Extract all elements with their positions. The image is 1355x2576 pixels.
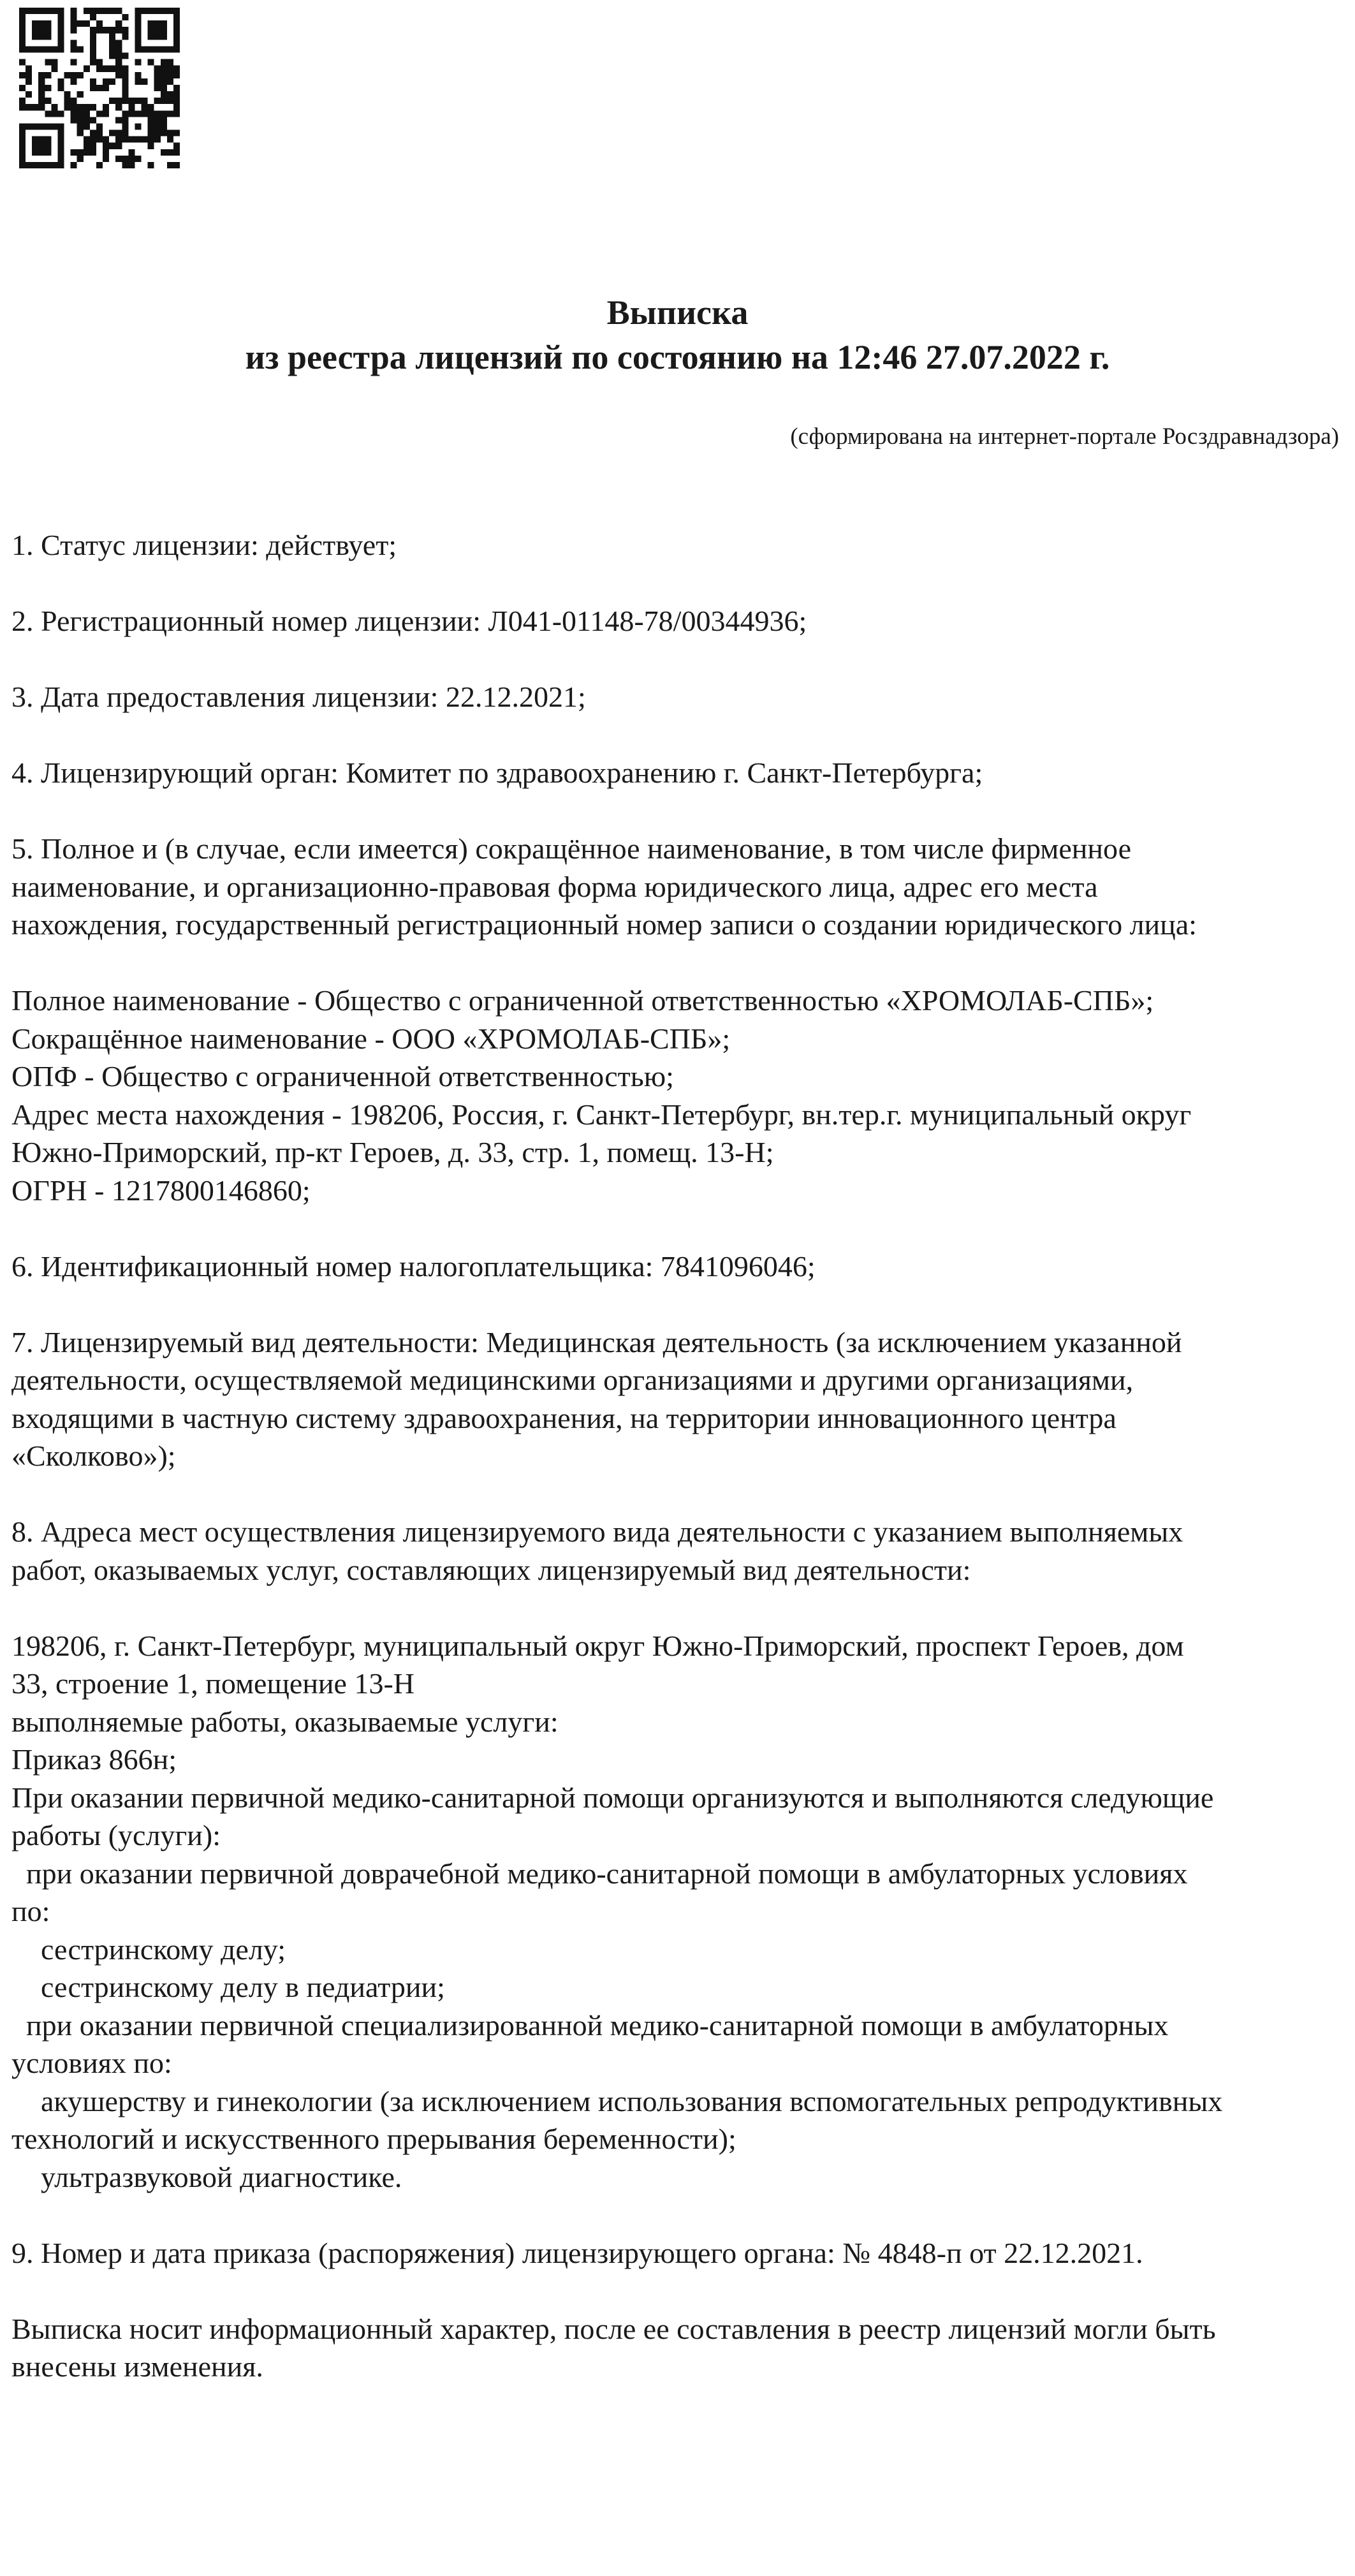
blank-line	[11, 2196, 1338, 2234]
blank-line	[11, 2272, 1338, 2310]
body-line: работ, оказываемых услуг, составляющих лицензируемый вид деятельности:	[11, 1553, 971, 1586]
body-line: при оказании первичной доврачебной медико-санитарной помощи в амбулаторных условиях	[11, 1857, 1188, 1890]
blank-line	[11, 564, 1338, 603]
body-line: Полное наименование - Общество с ограниченной ответственностью «ХРОМОЛАБ-СПБ»;	[11, 984, 1154, 1017]
body-line: при оказании первичной специализированной медико-санитарной помощи в амбулаторных	[11, 2008, 1169, 2042]
body-line: 6. Идентификационный номер налогоплательщика: 7841096046;	[11, 1249, 816, 1283]
document-title: Выписка	[606, 293, 749, 332]
blank-line	[11, 1589, 1338, 1627]
body-line: технологий и искусственного прерывания беременности);	[11, 2123, 736, 2155]
body-line: 1. Статус лицензии: действует;	[11, 529, 397, 561]
body-line: Адрес места нахождения - 198206, Россия, г. Санкт-Петербург, вн.тер.г. муниципальный округ	[11, 1098, 1192, 1131]
body-line: работы (услуги):	[11, 1819, 221, 1851]
body-line: ультразвуковой диагностике.	[11, 2160, 402, 2193]
body-line: нахождения, государственный регистрационный номер записи о создании юридического лица:	[11, 908, 1197, 941]
body-line: ОПФ - Общество с ограниченной ответственностью;	[11, 1060, 674, 1093]
body-line: деятельности, осуществляемой медицинскими организациями и другими организациями,	[11, 1364, 1134, 1396]
body-line: Сокращённое наименование - ООО «ХРОМОЛАБ-СПБ»;	[11, 1022, 731, 1055]
body-line: 8. Адреса мест осуществления лицензируемого вида деятельности с указанием выполняемых	[11, 1515, 1183, 1548]
body-line: 198206, г. Санкт-Петербург, муниципальный округ Южно-Приморский, проспект Героев, дом	[11, 1629, 1184, 1662]
body-line: 2. Регистрационный номер лицензии: Л041-01148-78/00344936;	[11, 605, 807, 637]
document-body	[11, 526, 1338, 2386]
blank-line	[11, 1475, 1338, 1513]
body-line: 33, строение 1, помещение 13-Н	[11, 1667, 415, 1700]
body-line: 4. Лицензирующий орган: Комитет по здравоохранению г. Санкт-Петербурга;	[11, 756, 983, 789]
blank-line	[11, 716, 1338, 754]
body-line: условиях по:	[11, 2047, 172, 2079]
body-line: сестринскому делу;	[11, 1932, 286, 1966]
body-line: 9. Номер и дата приказа (распоряжения) лицензирующего органа: № 4848-п от 22.12.2021.	[11, 2236, 1143, 2269]
body-line: Приказ 866н;	[11, 1743, 177, 1776]
blank-line	[11, 944, 1338, 982]
source-note: (сформирована на интернет-портале Росздравнадзора)	[790, 423, 1339, 450]
body-line: сестринскому делу в педиатрии;	[11, 1971, 445, 2003]
body-line: 7. Лицензируемый вид деятельности: Медицинская деятельность (за исключением указанной	[11, 1325, 1182, 1358]
body-line: внесены изменения.	[11, 2350, 263, 2383]
body-line: акушерству и гинекологии (за исключением использования вспомогательных репродуктивных	[11, 2084, 1223, 2117]
body-line: Южно-Приморский, пр-кт Героев, д. 33, стр. 1, помещ. 13-Н;	[11, 1136, 774, 1168]
body-line: Выписка носит информационный характер, после ее составления в реестр лицензий могли быть	[11, 2312, 1216, 2345]
body-line: 3. Дата предоставления лицензии: 22.12.2021;	[11, 681, 586, 713]
body-line: наименование, и организационно-правовая форма юридического лица, адрес его места	[11, 870, 1098, 903]
body-line: При оказании первичной медико-санитарной помощи организуются и выполняются следующие	[11, 1781, 1214, 1814]
blank-line	[11, 792, 1338, 830]
body-line: выполняемые работы, оказываемые услуги:	[11, 1705, 559, 1738]
body-line: ОГРН - 1217800146860;	[11, 1174, 311, 1207]
body-line: по:	[11, 1895, 50, 1927]
blank-line	[11, 640, 1338, 679]
blank-line	[11, 1209, 1338, 1248]
document-header	[0, 290, 1355, 379]
body-line: 5. Полное и (в случае, если имеется) сокращённое наименование, в том числе фирменное	[11, 832, 1131, 865]
qr-code	[19, 8, 180, 168]
document-subtitle: из реестра лицензий по состоянию на 12:46 27.07.2022 г.	[245, 338, 1110, 376]
blank-line	[11, 1285, 1338, 1323]
body-line: входящими в частную систему здравоохранения, на территории инновационного центра	[11, 1401, 1117, 1434]
body-line: «Сколково»);	[11, 1439, 176, 1472]
